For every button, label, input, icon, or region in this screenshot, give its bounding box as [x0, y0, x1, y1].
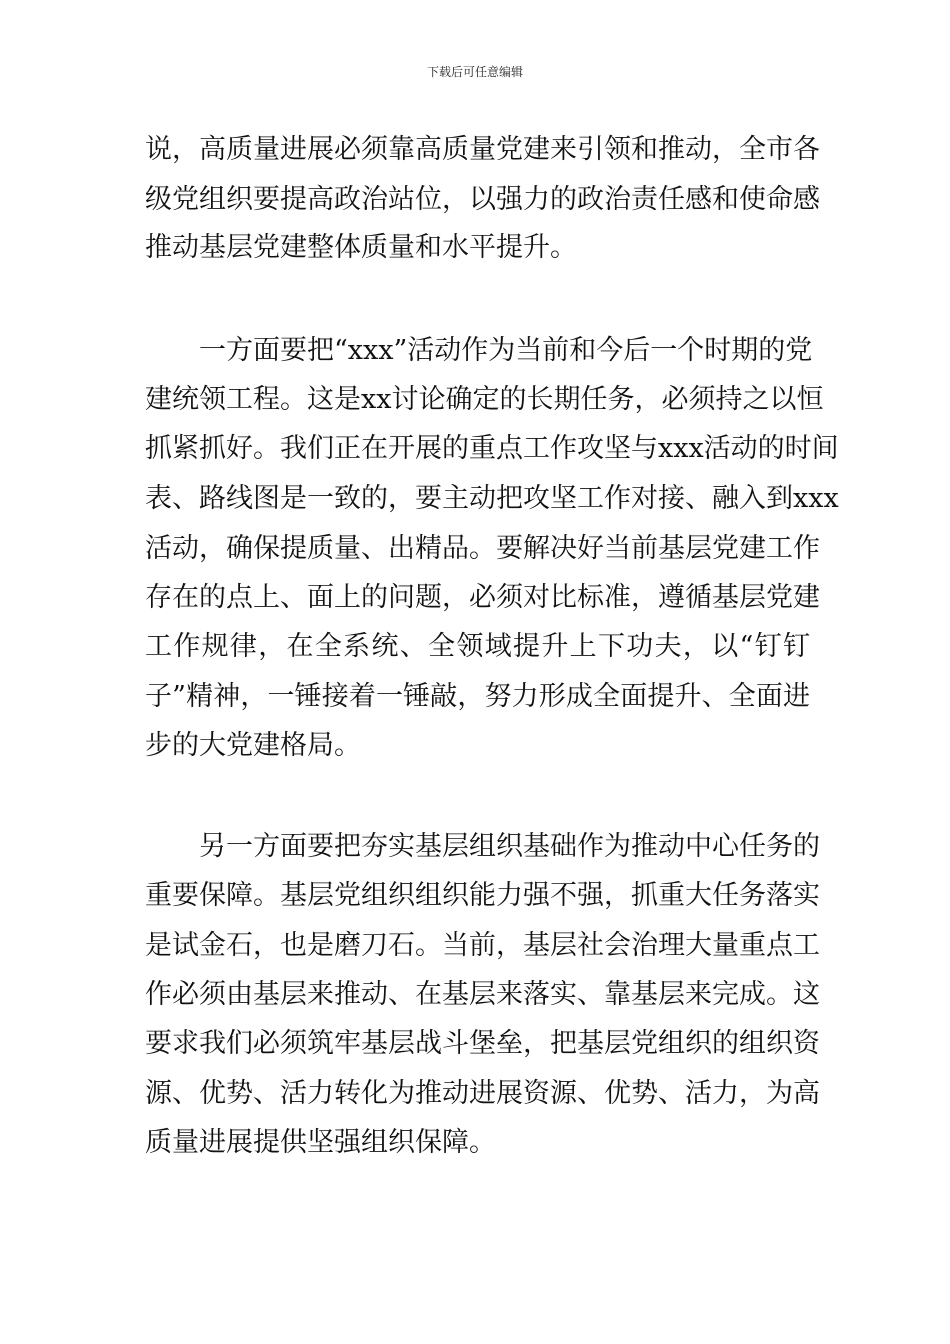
- paragraph-2-line-6: 存在的点上、面上的问题，必须对比标准，遵循基层党建: [145, 582, 820, 613]
- paragraph-2-line-9: 步的大党建格局。: [145, 730, 361, 761]
- paragraph-3-line-1: 另一方面要把夯实基层组织基础作为推动中心任务的: [199, 831, 820, 862]
- page-header: 下载后可任意编辑: [426, 65, 523, 79]
- paragraph-2-line-8: 子”精神，一锤接着一锤敲，努力形成全面提升、全面进: [145, 681, 810, 712]
- paragraph-2-line-5: 活动，确保提质量、出精品。要解决好当前基层党建工作: [145, 533, 820, 564]
- paragraph-3-line-7: 质量进展提供坚强组织保障。: [145, 1127, 496, 1158]
- paragraph-2-line-7: 工作规律，在全系统、全领域提升上下功夫，以“钉钉: [145, 631, 810, 662]
- paragraph-1-line-1: 说，高质量进展必须靠高质量党建来引领和推动，全市各: [145, 134, 820, 165]
- paragraph-3-line-5: 要求我们必须筑牢基层战斗堡垒，把基层党组织的组织资: [145, 1028, 820, 1059]
- paragraph-3-line-2: 重要保障。基层党组织组织能力强不强，抓重大任务落实: [145, 880, 820, 911]
- paragraph-3-line-3: 是试金石，也是磨刀石。当前，基层社会治理大量重点工: [145, 930, 820, 961]
- paragraph-3-line-4: 作必须由基层来推动、在基层来落实、靠基层来完成。这: [145, 979, 820, 1010]
- paragraph-2-line-3: 抓紧抓好。我们正在开展的重点工作攻坚与xxx活动的时间: [145, 433, 839, 464]
- paragraph-2-line-1: 一方面要把“xxx”活动作为当前和今后一个时期的党: [199, 335, 813, 366]
- paragraph-3-line-6: 源、优势、活力转化为推动进展资源、优势、活力，为高: [145, 1078, 820, 1109]
- paragraph-2-line-2: 建统领工程。这是xx讨论确定的长期任务，必须持之以恒: [145, 384, 824, 415]
- paragraph-1-line-3: 推动基层党建整体质量和水平提升。: [145, 232, 577, 263]
- paragraph-1-line-2: 级党组织要提高政治站位，以强力的政治责任感和使命感: [145, 184, 820, 215]
- paragraph-2-line-4: 表、路线图是一致的，要主动把攻坚工作对接、融入到xxx: [145, 483, 839, 514]
